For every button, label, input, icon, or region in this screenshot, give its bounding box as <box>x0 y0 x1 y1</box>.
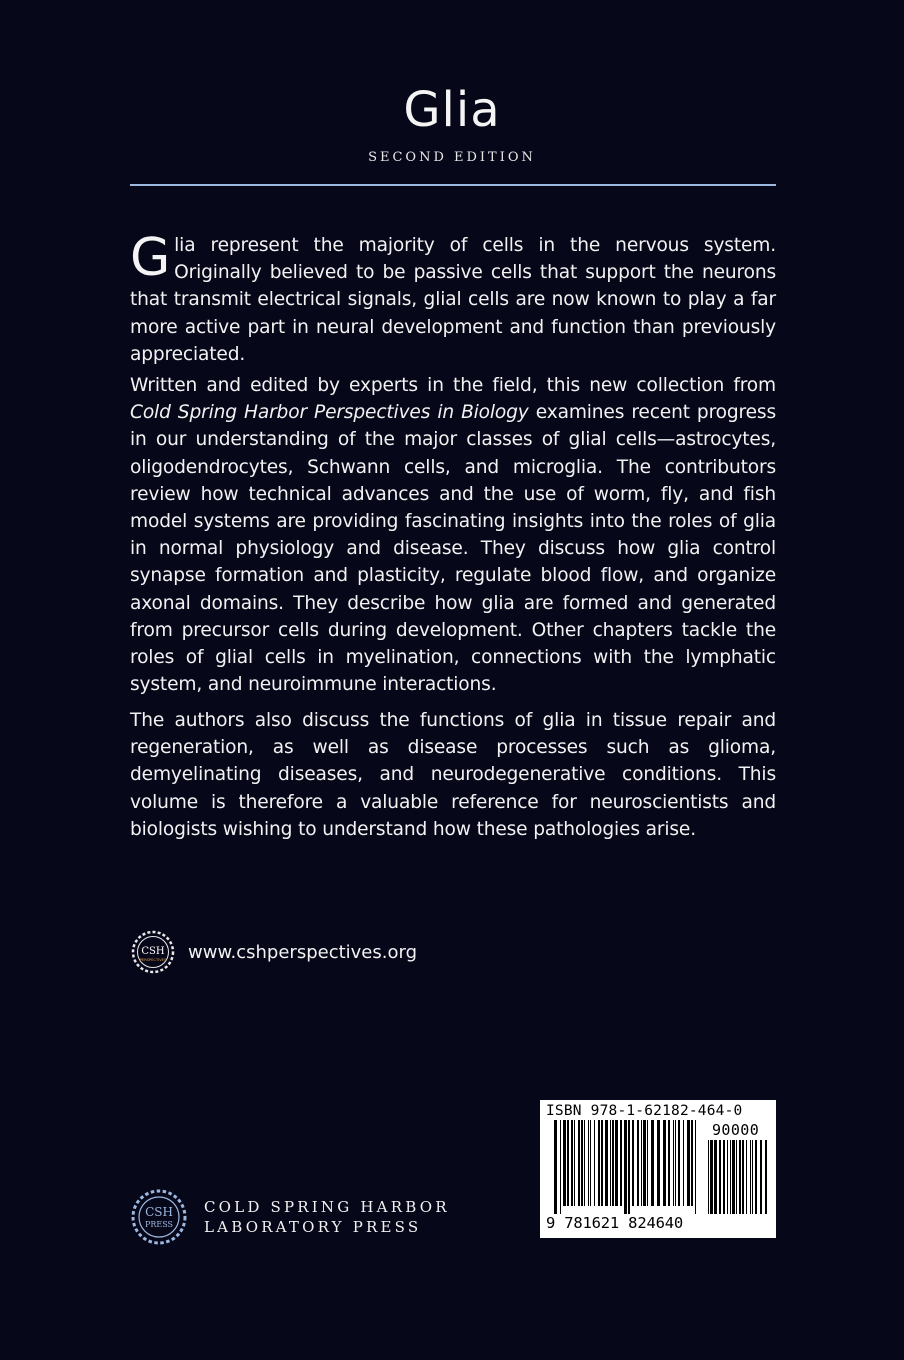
barcode-bar <box>610 1120 611 1206</box>
ean-barcode <box>554 1120 698 1214</box>
barcode-bar <box>574 1120 575 1206</box>
barcode-panel <box>540 1100 776 1238</box>
barcode-bar <box>651 1120 654 1206</box>
paragraph-2-lead: Written and edited by experts in the field, this new collection from <box>130 375 776 396</box>
csh-perspectives-logo <box>130 929 176 975</box>
barcode-bar <box>765 1140 767 1214</box>
barcode-bar <box>605 1120 608 1206</box>
blurb-paragraph-2 <box>130 372 776 698</box>
barcode-bar <box>736 1140 737 1214</box>
barcode-bar <box>691 1120 693 1206</box>
website-url[interactable]: www.cshperspectives.org <box>188 941 417 963</box>
barcode-bar <box>588 1120 589 1206</box>
barcode-bar <box>668 1120 670 1206</box>
barcode-digits: 9 781621 824640 <box>546 1214 683 1232</box>
press-logo-press: PRESS <box>144 1220 174 1229</box>
barcode-bar <box>719 1140 721 1214</box>
blurb-paragraph-1 <box>130 228 776 368</box>
barcode-bar <box>760 1140 762 1214</box>
barcode-bar <box>554 1120 557 1214</box>
logo-csh-text: CSH <box>141 946 165 957</box>
press-logo-csh: CSH <box>145 1205 173 1219</box>
barcode-bar <box>578 1120 580 1206</box>
barcode-bar <box>732 1140 735 1214</box>
barcode-bar <box>620 1120 622 1206</box>
barcode-bar <box>687 1120 690 1206</box>
barcode-bar <box>560 1120 561 1214</box>
barcode-bar <box>730 1140 731 1214</box>
barcode-bar <box>643 1120 646 1206</box>
barcode-bar <box>584 1120 585 1206</box>
edition-label: SECOND EDITION <box>368 150 536 165</box>
barcode-bar <box>601 1120 603 1206</box>
isbn-text: ISBN 978-1-62182-464-0 <box>546 1103 743 1119</box>
journal-title: Cold Spring Harbor Perspectives in Biology <box>130 402 529 424</box>
publisher-row <box>130 1188 450 1246</box>
barcode-bar <box>594 1120 595 1206</box>
barcode-bar <box>637 1120 639 1206</box>
barcode-bar <box>755 1140 757 1214</box>
website-row <box>130 926 417 978</box>
barcode-bar <box>710 1140 713 1214</box>
addon-barcode <box>708 1140 770 1214</box>
barcode-bar <box>708 1140 709 1214</box>
barcode-bar <box>714 1140 717 1214</box>
barcode-bar <box>598 1120 600 1206</box>
logo-perspectives-text: PERSPECTIVES <box>139 958 167 962</box>
barcode-bar <box>647 1120 648 1206</box>
barcode-bar <box>752 1140 753 1214</box>
drop-cap: G <box>130 228 171 288</box>
barcode-bar <box>567 1120 569 1206</box>
price-code: 90000 <box>712 1121 760 1139</box>
barcode-bar <box>632 1120 634 1206</box>
barcode-bar <box>742 1140 744 1214</box>
barcode-bar <box>563 1120 566 1206</box>
publisher-name <box>204 1197 450 1237</box>
barcode-bar <box>615 1120 618 1206</box>
barcode-bar <box>675 1120 676 1206</box>
blurb-paragraph-3: The authors also discuss the functions of glia in tissue repair and regeneration, as well as disease processes such as glioma, demyelinating diseases, and neurodegenerative conditions. This volume is therefore a valuable reference for neuroscientists and biologists wishing to understand how these pathologies arise. <box>130 710 776 840</box>
barcode-bar <box>727 1140 728 1214</box>
publisher-line-2: LABORATORY PRESS <box>204 1218 422 1236</box>
barcode-bar <box>746 1140 747 1214</box>
barcode-bar <box>581 1120 583 1206</box>
book-title: Glia <box>403 82 501 138</box>
paragraph-2-text: examines recent progress in our understanding of the major classes of glial cells—astrocytes, oligodendrocytes, Schwann cells, and microglia. The contributors review how technical advances and the use of worm, fly, and fish model systems are providing fascinating insights into the roles of glia in normal physiology and disease. They discuss how glia control synapse formation and plasticity, regulate blood flow, and organize axonal domains. They describe how glia are formed and generated from precursor cells during development. Other chapters tackle the roles of glial cells in myelination, connections with the lymphatic system, and neuroimmune interactions. <box>130 402 776 696</box>
barcode-bar <box>624 1120 627 1214</box>
barcode-bar <box>678 1120 680 1206</box>
barcode-bar <box>750 1140 751 1214</box>
barcode-bar <box>723 1140 725 1214</box>
barcode-bar <box>590 1120 591 1206</box>
barcode-bar <box>739 1140 741 1214</box>
publisher-line-1: COLD SPRING HARBOR <box>204 1198 450 1216</box>
barcode-bar <box>571 1120 573 1206</box>
barcode-bar <box>673 1120 674 1206</box>
csh-press-logo <box>130 1188 188 1246</box>
barcode-bar <box>628 1120 630 1214</box>
barcode-bar <box>612 1120 614 1206</box>
barcode-bar <box>641 1120 642 1206</box>
barcode-bar <box>663 1120 666 1206</box>
barcode-bar <box>683 1120 684 1206</box>
paragraph-1-text: lia represent the majority of cells in the nervous system. Originally believed to be passive cells that support the neurons that transmit electrical signals, glial cells are now known to play a far more active part in neural development and function than previously appreciated. <box>130 235 776 365</box>
title-rule <box>130 184 776 186</box>
barcode-bar <box>657 1120 660 1206</box>
barcode-bar <box>695 1120 696 1214</box>
